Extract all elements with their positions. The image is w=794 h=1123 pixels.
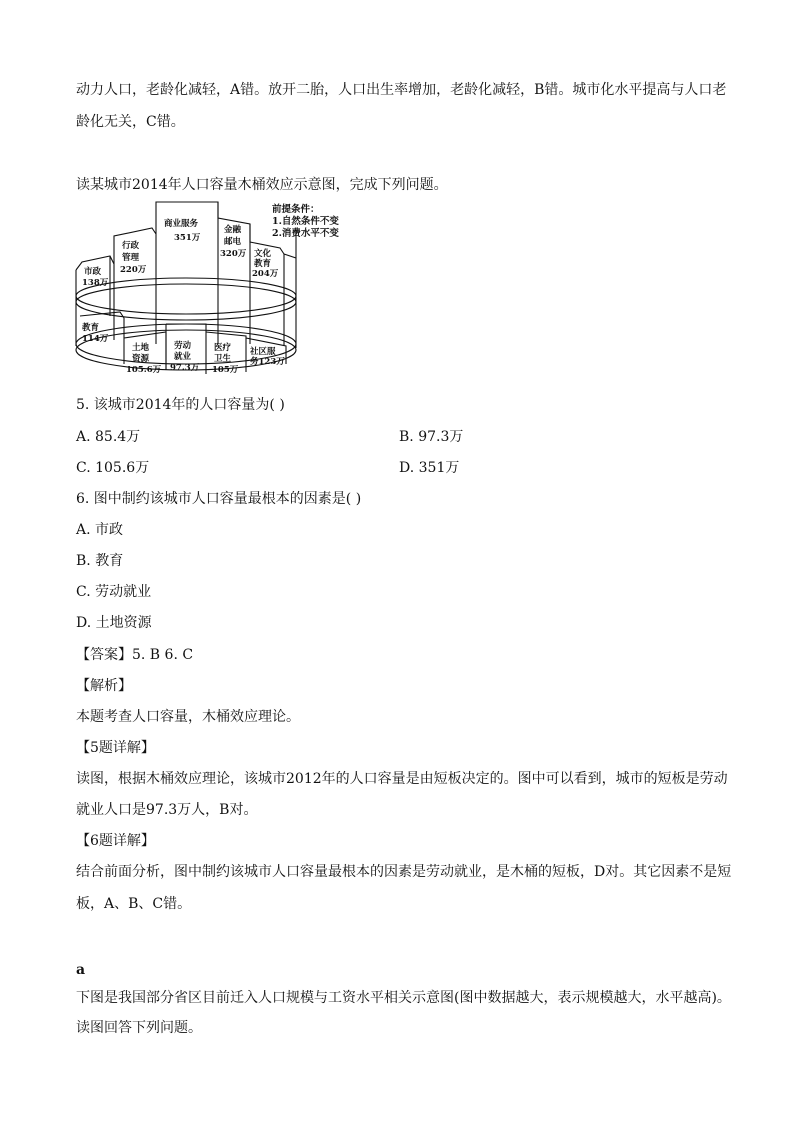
next-question-line-1: 下图是我国部分省区目前迁入人口规模与工资水平相关示意图(图中数据越大，表示规模越大，水平越高)。 xyxy=(76,990,731,1006)
barrel-upper-hoop-inner xyxy=(76,284,296,320)
q6-detail-line-2: 板，A、B、C错。 xyxy=(76,896,192,912)
label-land-name-2: 资源 xyxy=(132,354,150,364)
q5-option-a: A. 85.4万 xyxy=(76,429,141,445)
q6-stem: 6. 图中制约该城市人口容量最根本的因素是( ) xyxy=(76,491,362,507)
q6-option-d: D. 土地资源 xyxy=(76,615,152,631)
barrel-effect-diagram xyxy=(74,198,370,380)
next-question-line-2: 读图回答下列问题。 xyxy=(76,1020,202,1036)
premise-1: 1.自然条件不变 xyxy=(272,216,339,227)
q5-stem: 5. 该城市2014年的人口容量为( ) xyxy=(76,397,285,413)
label-municipal-value: 138万 xyxy=(82,278,109,288)
next-section-marker: a xyxy=(76,962,86,978)
q5-option-c: C. 105.6万 xyxy=(76,460,150,476)
label-culture-name-2: 教育 xyxy=(254,259,272,269)
q5-option-b: B. 97.3万 xyxy=(399,429,464,445)
prev-explanation-line-2: 龄化无关，C错。 xyxy=(76,114,185,130)
q5-detail-line-2: 就业人口是97.3万人，B对。 xyxy=(76,802,258,818)
answer-line: 【答案】5. B 6. C xyxy=(76,647,194,663)
label-finance-value: 320万 xyxy=(220,249,247,259)
q6-option-b: B. 教育 xyxy=(76,553,124,569)
label-culture-name-1: 文化 xyxy=(254,249,272,259)
label-land-name-1: 土地 xyxy=(132,343,150,353)
label-community-name-2: 务123万 xyxy=(250,357,285,367)
label-labor-value: 97.3万 xyxy=(170,363,200,373)
barrel-upper-hoop xyxy=(76,278,296,314)
label-community-name-1: 社区服 xyxy=(250,347,276,357)
label-education-value: 114万 xyxy=(82,334,109,344)
label-medical-name-2: 卫生 xyxy=(214,354,232,364)
label-finance-name-2: 邮电 xyxy=(224,237,242,247)
q5-detail-title: 【5题详解】 xyxy=(76,740,155,756)
q6-option-a: A. 市政 xyxy=(76,522,124,538)
label-education-name: 教育 xyxy=(82,323,100,333)
label-commerce-value: 351万 xyxy=(174,233,201,243)
q6-detail-title: 【6题详解】 xyxy=(76,833,155,849)
analysis-title: 【解析】 xyxy=(76,678,132,694)
premise-2: 2.消费水平不变 xyxy=(272,228,339,239)
premise-title: 前提条件： xyxy=(272,204,320,215)
q6-option-c: C. 劳动就业 xyxy=(76,584,152,600)
q5-option-d: D. 351万 xyxy=(399,460,460,476)
label-commerce-name: 商业服务 xyxy=(164,219,199,229)
prev-explanation-line-1: 动力人口，老龄化减轻，A错。放开二胎，人口出生率增加，老龄化减轻，B错。城市化水平提高与人口老 xyxy=(76,82,727,98)
stave-finance xyxy=(218,202,250,344)
label-culture-value: 204万 xyxy=(252,269,279,279)
q5-detail-line-1: 读图，根据木桶效应理论，该城市2012年的人口容量是由短板决定的。图中可以看到，城市的短板是劳动 xyxy=(76,771,728,787)
label-admin-value: 220万 xyxy=(120,265,147,275)
label-admin-name-2: 管理 xyxy=(122,253,140,263)
label-land-value: 105.6万 xyxy=(126,365,162,375)
label-medical-name-1: 医疗 xyxy=(214,343,232,353)
analysis-text: 本题考查人口容量，木桶效应理论。 xyxy=(76,709,300,725)
label-labor-name-2: 就业 xyxy=(174,352,192,362)
q6-detail-line-1: 结合前面分析，图中制约该城市人口容量最根本的因素是劳动就业，是木桶的短板，D对。其它因素不是短 xyxy=(76,864,732,880)
label-medical-value: 105万 xyxy=(212,365,239,375)
question-intro: 读某城市2014年人口容量木桶效应示意图，完成下列问题。 xyxy=(76,177,448,193)
label-labor-name-1: 劳动 xyxy=(174,341,192,351)
label-admin-name-1: 行政 xyxy=(122,241,140,251)
label-municipal-name: 市政 xyxy=(84,267,102,277)
stave-culture xyxy=(250,224,284,346)
label-finance-name-1: 金融 xyxy=(224,225,242,235)
